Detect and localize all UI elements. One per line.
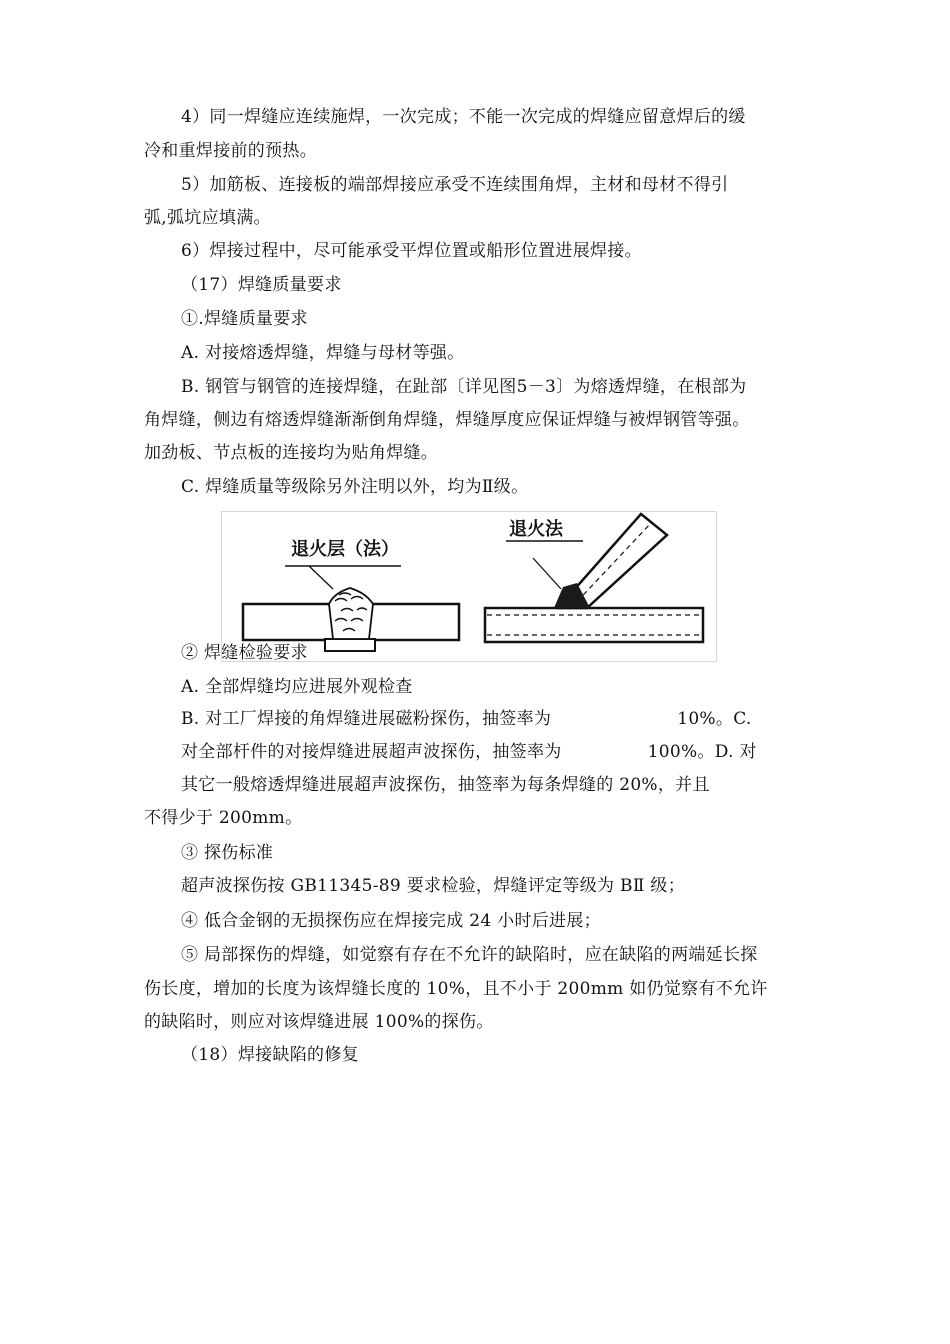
section-heading: （17）焊缝质量要求 (181, 275, 342, 295)
paragraph-line: 伤长度，增加的长度为该焊缝长度的 10%，且不小于 200mm 如仍觉察有不允许 (144, 979, 768, 999)
paragraph-line: A. 全部焊缝均应进展外观检查 (181, 677, 413, 697)
subsection-heading: ② 焊缝检验要求 (181, 643, 308, 663)
text-run: 100%。D. 对 (647, 742, 757, 762)
figure-label-right: 退火法 (509, 519, 563, 540)
paragraph-line (181, 708, 752, 730)
paragraph-line: 不得少于 200mm。 (144, 808, 303, 828)
text-run: 10%。C. (677, 709, 752, 729)
paragraph-line: 超声波探伤按 GB11345-89 要求检验，焊缝评定等级为 BⅡ 级； (181, 876, 685, 896)
paragraph-line: B. 钢管与钢管的连接焊缝，在趾部〔详见图5－3〕为熔透焊缝，在根部为 (181, 377, 747, 397)
paragraph-line: 加劲板、节点板的连接均为贴角焊缝。 (144, 443, 439, 463)
paragraph-line: 的缺陷时，则应对该焊缝进展 100%的探伤。 (144, 1012, 494, 1032)
text-run: B. 对工厂焊接的角焊缝进展磁粉探伤，抽签率为 (181, 709, 552, 729)
paragraph-line: 弧,弧坑应填满。 (144, 208, 271, 228)
text-run: 对全部杆件的对接焊缝进展超声波探伤，抽签率为 (181, 742, 562, 762)
paragraph-line: ⑤ 局部探伤的焊缝，如觉察有存在不允许的缺陷时，应在缺陷的两端延长探 (181, 945, 758, 965)
paragraph-line: 4）同一焊缝应连续施焊，一次完成；不能一次完成的焊缝应留意焊后的缓 (181, 107, 746, 127)
paragraph-line: A. 对接熔透焊缝，焊缝与母材等强。 (181, 343, 465, 363)
paragraph-line: 冷和重焊接前的预热。 (144, 141, 317, 161)
subsection-heading: ③ 探伤标准 (181, 843, 274, 863)
subsection-heading: ①.焊缝质量要求 (181, 309, 308, 329)
paragraph-line: 角焊缝，侧边有熔透焊缝渐渐倒角焊缝，焊缝厚度应保证焊缝与被焊钢管等强。 (144, 410, 750, 430)
section-heading: （18）焊接缺陷的修复 (181, 1045, 359, 1065)
pipe-joint-diagram (485, 514, 703, 642)
figure-label-left: 退火层（法） (291, 539, 399, 560)
paragraph-line: 5）加筋板、连接板的端部焊接应承受不连续围角焊，主材和母材不得引 (181, 175, 729, 195)
butt-weld-diagram (243, 538, 459, 651)
paragraph-line: 6）焊接过程中，尽可能承受平焊位置或船形位置进展焊接。 (181, 241, 642, 261)
weld-figure (221, 511, 717, 662)
paragraph-line (181, 741, 757, 763)
paragraph-line: ④ 低合金钢的无损探伤应在焊接完成 24 小时后进展； (181, 911, 601, 931)
paragraph-line: 其它一般熔透焊缝进展超声波探伤，抽签率为每条焊缝的 20%，并且 (181, 775, 710, 795)
paragraph-line: C. 焊缝质量等级除另外注明以外，均为Ⅱ级。 (181, 477, 529, 497)
